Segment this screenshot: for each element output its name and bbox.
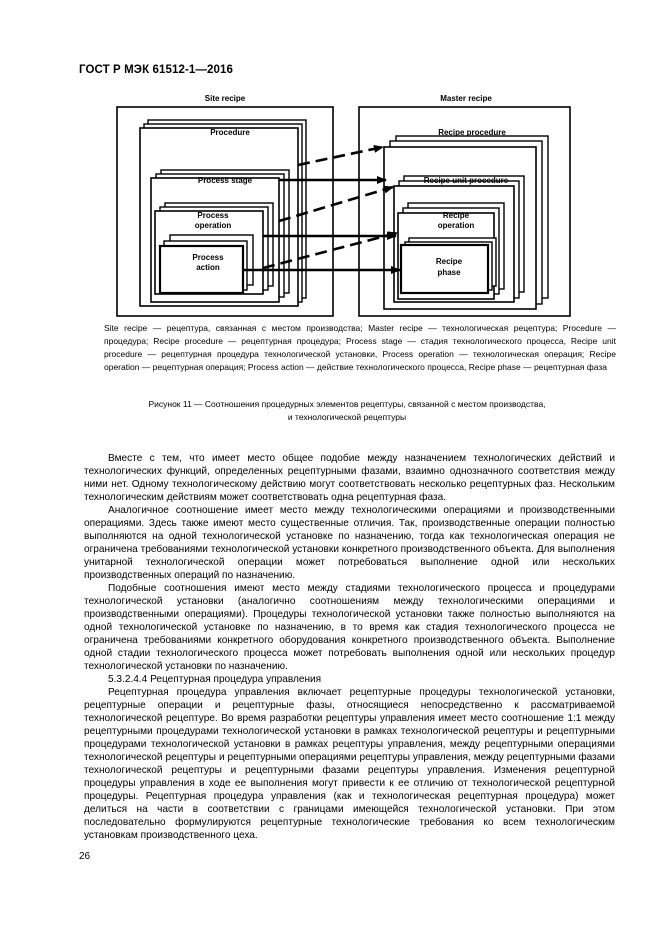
recipe-unit-procedure-label: Recipe unit procedure: [423, 176, 509, 185]
process-operation-label-2: operation: [194, 221, 232, 230]
procedure-label: Procedure: [210, 128, 250, 137]
recipe-operation-label-1: Recipe: [442, 211, 470, 220]
paragraph-1: Вместе с тем, что имеет место общее подобие между назначением технологических действий и технологических функций, определенных рецептурными фазами, взаимно однозначного соответствия между ними нет. Одному технологическому действию могут соответствовать несколько рецептурных фаз. Нескольким технологическим действиям может соответствовать одна рецептурная фаза.: [84, 453, 615, 503]
site-recipe-label: Site recipe: [204, 94, 246, 103]
body-text: [84, 452, 615, 842]
section-heading: 5.3.2.4.4 Рецептурная процедура управления: [108, 674, 322, 685]
recipe-procedure-label: Recipe procedure: [438, 128, 506, 137]
recipe-phase-label-1: Recipe: [435, 257, 463, 266]
paragraph-4: Рецептурная процедура управления включает рецептурные процедуры технологической установки, рецептурные операции и рецептурные фазы, относящиеся непосредственно к рассматриваемой технологической рецептуре. Во время разработки рецептуры управления имеет место соотношение 1:1 между рецептурными процедурами технологической установки в рамках технологической рецептуры и рецептурными процедурами технологической установки в рамках рецептуры управления, между рецептурными операциями технологической рецептуры и рецептурными операциями рецептуры управления, между рецептурными фазами технологической рецептуры и рецептурными фазами рецептуры управления. Изменения рецептурной процедуры управления в ходе ее выполнения могут привести к ее отличию от технологической рецептурной процедуры. Рецептурная процедура управления (как и технологическая рецептурная процедура) может делиться на части в соответствии с границами имеющейся технологической установки. При этом последовательно формулируются рецептурные технологические требования ко всем технологическим установкам производственного цеха.: [84, 687, 615, 841]
page-number: 26: [79, 851, 91, 862]
caption-line-2: и технологической рецептуры: [287, 412, 407, 422]
process-action-label-2: action: [196, 263, 220, 272]
recipe-relationship-diagram: [0, 0, 661, 330]
figure-caption: [76, 398, 618, 424]
recipe-phase-label-2: phase: [437, 268, 461, 277]
process-operation-label-1: Process: [197, 211, 229, 220]
paragraph-3: Подобные соотношения имеют место между стадиями технологического процесса и процедурами технологической установки (аналогично соотношениям между технологическими операциями и производственными операциями). Процедуры технологической установки также полностью выполняются на одной технологической установке по назначению, в то время как стадия технологического процесса не ограничена требованиями конкретного оборудования конкретного производственного объекта. Выполнение одной стадии технологического процесса может потребовать выполнения одной или нескольких процедур технологической установки по назначению.: [84, 583, 615, 672]
document-header: ГОСТ Р МЭК 61512-1—2016: [79, 64, 233, 76]
process-action-label-1: Process: [192, 253, 224, 262]
paragraph-2: Аналогичное соотношение имеет место между технологическими операциями и производственными операциями. Здесь также имеют место существенные отличия. Так, производственные операции полностью выполняются на одной технологической установке по назначению, тогда как технологическая операция не ограничена требованиями технологической установки конкретного производственного объекта. Для выполнения унитарной технологической операции может потребоваться выполнение одной или нескольких производственных операций по назначению.: [84, 505, 615, 581]
figure-legend: Site recipe — рецептура, связанная с местом производства; Master recipe — технологическая рецептура; Procedure — процедура; Recipe procedure — рецептурная процедура; Process stage — стадия технологического процесса, Recipe unit procedure — рецептурная процедура технологической установки, Process operation — технологическая операция; Recipe operation — рецептурная операция; Process action — действие технологического процесса, Recipe phase — рецептурная фаза: [104, 323, 616, 372]
recipe-operation-label-2: operation: [437, 221, 475, 230]
caption-line-1: Рисунок 11 — Соотношения процедурных элементов рецептуры, связанной с местом производства,: [148, 399, 546, 409]
master-recipe-label: Master recipe: [440, 94, 492, 103]
process-stage-label: Process stage: [197, 176, 253, 185]
